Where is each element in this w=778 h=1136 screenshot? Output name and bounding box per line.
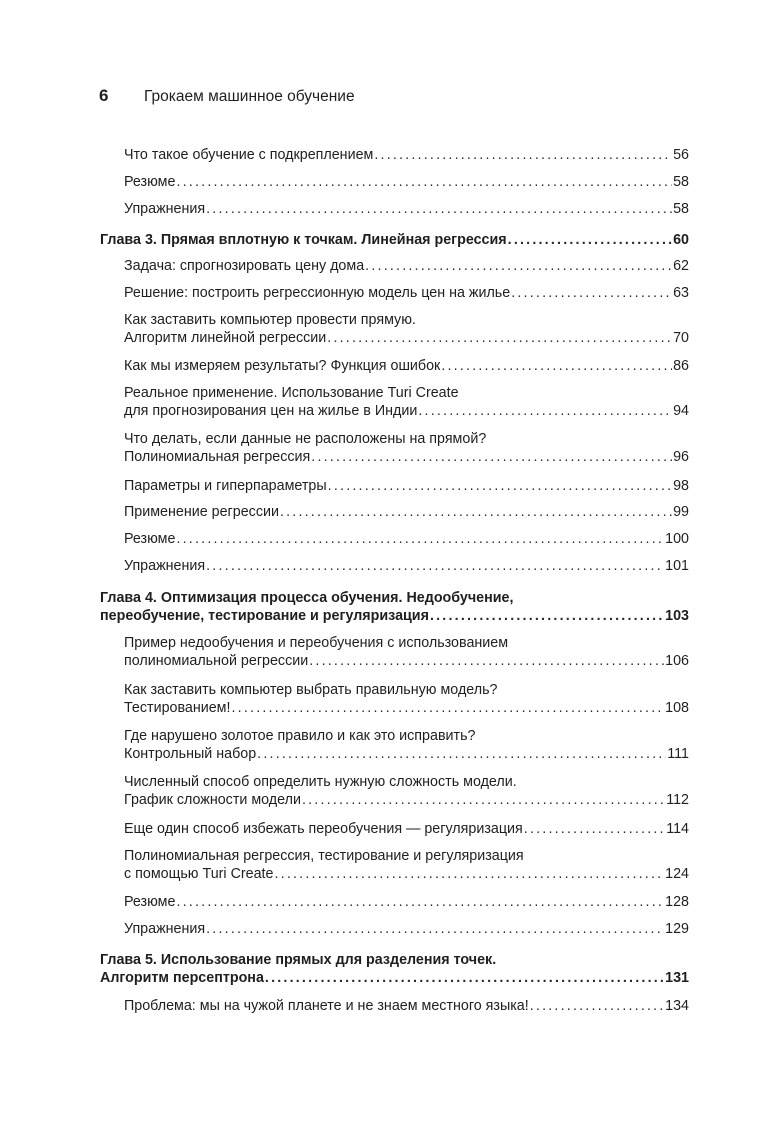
toc-entry <box>124 634 689 670</box>
toc-entry <box>124 997 689 1015</box>
toc-entry <box>124 200 689 218</box>
toc-entry-title: Еще один способ избежать переобучения — регуляризация <box>124 821 523 837</box>
toc-page-number: 129 <box>665 921 689 937</box>
toc-entry <box>124 557 689 575</box>
toc-entry-line <box>124 200 689 218</box>
toc-entry <box>124 311 689 347</box>
toc-entry <box>124 847 689 883</box>
toc-entry-line <box>100 231 689 249</box>
toc-entry <box>124 530 689 548</box>
toc-entry <box>124 681 689 717</box>
page-header <box>99 86 355 106</box>
toc-entry <box>124 920 689 938</box>
toc-entry-title: Тестированием! <box>124 700 231 716</box>
dot-leader <box>511 284 672 302</box>
toc-entry-line <box>124 745 689 763</box>
toc-entry-title: Упражнения <box>124 201 206 217</box>
dot-leader <box>430 607 664 625</box>
toc-entry <box>124 727 689 763</box>
toc-page-number: 108 <box>665 700 689 716</box>
toc-entry-line <box>124 448 689 466</box>
toc-entry-title: Алгоритм персептрона <box>100 970 264 986</box>
toc-page-number: 86 <box>673 358 689 374</box>
toc-entry-title: Применение регрессии <box>124 504 279 520</box>
toc-page-number: 58 <box>673 174 689 190</box>
toc-entry <box>124 503 689 521</box>
toc-page-number: 62 <box>673 258 689 274</box>
toc-entry-line <box>124 791 689 809</box>
toc-chapter-entry <box>100 951 689 987</box>
toc-page-number: 94 <box>673 403 689 419</box>
dot-leader <box>257 745 666 763</box>
dot-leader <box>280 503 672 521</box>
toc-entry-title: Проблема: мы на чужой планете и не знаем местного языка! <box>124 998 529 1014</box>
toc-entry-line <box>124 357 689 375</box>
toc-entry <box>124 173 689 191</box>
toc-entry <box>124 257 689 275</box>
toc-entry <box>124 384 689 420</box>
toc-entry-line <box>124 699 689 717</box>
page-number: 6 <box>99 86 109 105</box>
toc-entry-title-line: Глава 5. Использование прямых для разделения точек. <box>100 952 497 968</box>
dot-leader <box>328 477 672 495</box>
toc-entry-line <box>124 477 689 495</box>
toc-entry-line <box>124 284 689 302</box>
toc-entry-title: переобучение, тестирование и регуляризация <box>100 608 429 624</box>
dot-leader <box>374 146 672 164</box>
toc-entry-title: Контрольный набор <box>124 746 257 762</box>
toc-entry-title: Упражнения <box>124 921 206 937</box>
toc-entry-line <box>100 607 689 625</box>
toc-entry-title: Резюме <box>124 174 176 190</box>
toc-page-number: 134 <box>665 998 689 1014</box>
toc-entry-line <box>124 893 689 911</box>
toc-page-number: 63 <box>673 285 689 301</box>
dot-leader <box>365 257 672 275</box>
toc-page-number: 98 <box>673 478 689 494</box>
toc-page-number: 131 <box>665 970 689 986</box>
toc-entry-title-line: Что делать, если данные не расположены на прямой? <box>124 431 487 447</box>
toc-entry-line <box>124 920 689 938</box>
toc-page-number: 100 <box>665 531 689 547</box>
toc-entry-title: Задача: спрогнозировать цену дома <box>124 258 365 274</box>
toc-entry <box>124 357 689 375</box>
toc-entry-title: Резюме <box>124 894 176 910</box>
toc-entry-line <box>124 865 689 883</box>
running-title: Грокаем машинное обучение <box>144 88 355 105</box>
toc-page-number: 112 <box>666 792 689 808</box>
dot-leader <box>176 530 664 548</box>
toc-entry-title: График сложности модели <box>124 792 301 808</box>
toc-chapter-entry <box>100 231 689 249</box>
dot-leader <box>232 699 665 717</box>
toc-page-number: 103 <box>665 608 689 624</box>
toc-page-number: 124 <box>665 866 689 882</box>
dot-leader <box>508 231 672 249</box>
toc-entry <box>124 477 689 495</box>
toc-entry-title: Параметры и гиперпараметры <box>124 478 327 494</box>
toc-entry-title-line: Пример недообучения и переобучения с использованием <box>124 635 509 651</box>
toc-entry-title-line: Полиномиальная регрессия, тестирование и регуляризация <box>124 848 524 864</box>
toc-page-number: 128 <box>665 894 689 910</box>
toc-page-number: 101 <box>665 558 689 574</box>
toc-page-number: 106 <box>665 653 689 669</box>
toc-entry <box>124 773 689 809</box>
toc-entry-title: для прогнозирования цен на жилье в Индии <box>124 403 418 419</box>
toc-entry-line <box>124 652 689 670</box>
dot-leader <box>206 920 664 938</box>
toc-entry-title: Как мы измеряем результаты? Функция ошибок <box>124 358 441 374</box>
toc-entry-title: Глава 3. Прямая вплотную к точкам. Линейная регрессия <box>100 232 507 248</box>
toc-entry-line <box>124 503 689 521</box>
toc-entry-line <box>124 557 689 575</box>
toc-chapter-entry <box>100 589 689 625</box>
toc-entry-title-line: Как заставить компьютер провести прямую. <box>124 312 416 328</box>
toc-page-number: 111 <box>667 746 689 762</box>
toc-entry-title: Решение: построить регрессионную модель цен на жилье <box>124 285 511 301</box>
toc-entry <box>124 146 689 164</box>
toc-entry <box>124 893 689 911</box>
toc-entry-title-line: Численный способ определить нужную сложность модели. <box>124 774 517 790</box>
dot-leader <box>206 200 672 218</box>
toc-entry-line <box>124 173 689 191</box>
toc-page-number: 60 <box>673 232 689 248</box>
dot-leader <box>311 448 672 466</box>
dot-leader <box>441 357 672 375</box>
toc-entry-title: Упражнения <box>124 558 206 574</box>
dot-leader <box>302 791 665 809</box>
toc-entry-title-line: Как заставить компьютер выбрать правильную модель? <box>124 682 498 698</box>
dot-leader <box>176 173 672 191</box>
toc-entry-title: Резюме <box>124 531 176 547</box>
toc-page-number: 114 <box>666 821 689 837</box>
toc-entry-line <box>124 530 689 548</box>
toc-entry-title: Алгоритм линейной регрессии <box>124 330 327 346</box>
toc-entry-title: с помощью Turi Create <box>124 866 274 882</box>
toc-entry-title: Что такое обучение с подкреплением <box>124 147 374 163</box>
toc-entry-line <box>100 969 689 987</box>
toc-entry <box>124 820 689 838</box>
toc-page-number: 56 <box>673 147 689 163</box>
toc-entry-line <box>124 146 689 164</box>
dot-leader <box>274 865 664 883</box>
toc-entry-title-line: Где нарушено золотое правило и как это исправить? <box>124 728 476 744</box>
toc-entry-title: Полиномиальная регрессия <box>124 449 311 465</box>
toc-page-number: 96 <box>673 449 689 465</box>
toc-entry-title: полиномиальной регрессии <box>124 653 309 669</box>
toc-entry-title-line: Глава 4. Оптимизация процесса обучения. Недообучение, <box>100 590 514 606</box>
dot-leader <box>265 969 664 987</box>
toc-page-number: 99 <box>673 504 689 520</box>
toc-entry-line <box>124 820 689 838</box>
dot-leader <box>176 893 664 911</box>
dot-leader <box>309 652 664 670</box>
toc-entry-line <box>124 257 689 275</box>
dot-leader <box>206 557 664 575</box>
toc-entry-line <box>124 329 689 347</box>
toc-entry <box>124 284 689 302</box>
toc-entry-line <box>124 997 689 1015</box>
toc-entry <box>124 430 689 466</box>
toc-page-number: 70 <box>673 330 689 346</box>
toc-entry-line <box>124 402 689 420</box>
dot-leader <box>327 329 672 347</box>
dot-leader <box>530 997 664 1015</box>
toc-page-number: 58 <box>673 201 689 217</box>
toc-entry-title-line: Реальное применение. Использование Turi Create <box>124 385 459 401</box>
dot-leader <box>418 402 672 420</box>
dot-leader <box>524 820 665 838</box>
